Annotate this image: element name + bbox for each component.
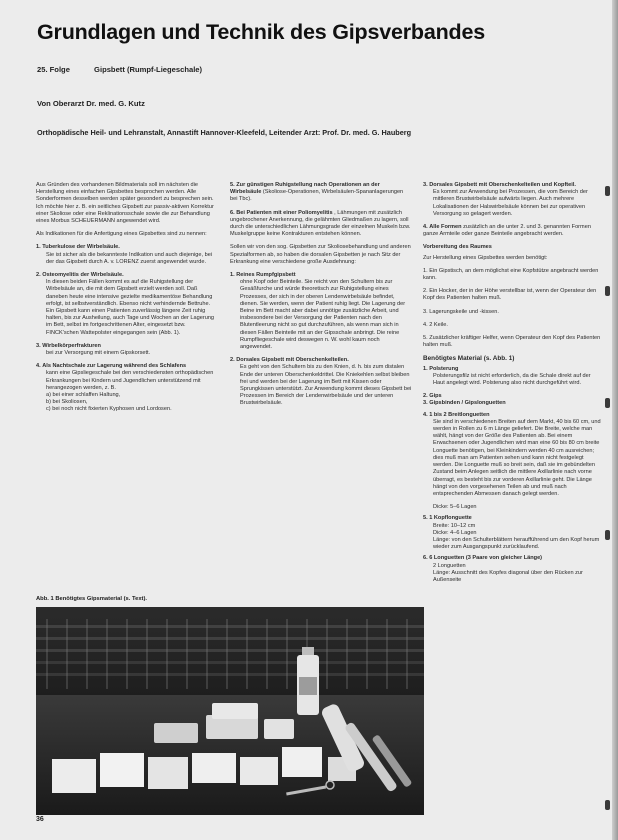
list-item: 5. Zusätzlicher kräftiger Helfer, wenn Operateur den Kopf des Patienten halten muß.	[423, 335, 601, 349]
item-number: 1.	[36, 244, 41, 251]
item-text: Es geht von den Schultern bis zu den Knien, d. h. bis zum distalen Ende der unteren Oberschenkeldrittel. Die Kniekehlen selbst bleiben frei und werden bei der Lagerung im Bett mit Kissen oder Sprungkissen unterstützt. Zur Anwendung kommt dieses Gipsbett bei Prozessen im Bereich der Lendenwirbelsäule und der unteren Brustwirbelsäule.	[240, 364, 412, 407]
item-number: 2.	[36, 272, 41, 279]
margin-mark	[605, 530, 610, 540]
item-heading: Dorsales Gipsbett mit Oberschenkelteilen und Kopfteil.	[429, 182, 576, 188]
figure-photo	[36, 607, 424, 815]
list-item	[230, 357, 412, 407]
column-3	[423, 182, 603, 584]
material-item: 6. 6 Longuetten (3 Paare von gleicher Länge)	[423, 555, 543, 562]
institution-line: Orthopädische Heil- und Lehranstalt, Annastift Hannover-Kleefeld, Leitender Arzt: Prof. Dr. med. G. Hauberg	[37, 128, 412, 137]
list-item: 2. Ein Hocker, der in der Höhe verstellbar ist, wenn der Operateur den Kopf des Patienten halten muß.	[423, 288, 597, 302]
item-heading: Wirbelkörperfrakturen	[42, 342, 101, 349]
item-heading: Tuberkulose der Wirbelsäule.	[42, 244, 120, 251]
item-heading: Osteomyelitis der Wirbelsäule.	[42, 272, 124, 279]
material-text: Sie sind in verschiedenen Breiten auf dem Markt, 40 bis 60 cm, und werden in Rollen zu 6 m Länge geliefert. Die Breite, welche man wählt, hängt von der Größe des Patienten ab. Bei einem Erwachsenen oder Jugendlichen wird man eine 60 bis 80 cm breite Longuette benötigen, bei Kleinkindern werden 40 cm ausreichen; dies muß man am Patienten sehen und kann nicht festgelegt werden. Die Longuette muß so breit sein, daß sie im gebündelten Zustand beim Anlegen seitlich die mittlere Axillarlinie nach vorne überragt, es besteht bis zur vorderen Axillarlinie geht. Die Länge hängt von den vorgesehenen Teilen ab und muß nach entsprechenden Abmessen danach gelegt werden.	[433, 418, 601, 497]
item-number: 6.	[230, 209, 235, 216]
material-item: 4. 1 bis 2 Breitlonguetten	[423, 411, 490, 418]
list-item	[36, 272, 218, 337]
item-number: 1.	[230, 272, 235, 279]
margin-mark	[605, 398, 610, 408]
gips-material-photo	[36, 607, 424, 815]
item-text: kann eine Gipsliegeschale bei den verschiedensten orthopädischen Erkrankungen bei Kindern und Jugendlichen unterstützend mit herangezogen werden, z. B.	[46, 370, 214, 391]
item-text: Es kommt zur Anwendung bei Prozessen, die vom Bereich der mittleren Brustwirbelsäule aufwärts liegen. Auch mehrere Lokalisationen der Halswirbelsäule können bei zur operativen Versorgung so gelagert werden.	[433, 189, 588, 217]
sub-item: c) bei noch nicht fixierten Kyphosen und Lordosen.	[46, 406, 172, 413]
item-heading: Zur günstigen Ruhigstellung nach Operationen an der Wirbelsäule	[230, 182, 380, 196]
material-item: 3. Gipsbinden / Gipslonguetten	[423, 400, 506, 407]
list-item	[230, 272, 412, 351]
series-line	[37, 65, 224, 74]
body-paragraph: Sollen wir von den sog. Gipsbetten zur Skoliosebehandlung und anderen Spezialformen ab, so haben die dorsalen Gipsbetten je nach Sitz der Erkrankung eine verschiedene große Ausdehnung:	[230, 244, 411, 265]
list-item	[230, 182, 412, 204]
material-text: Länge: von den Schulterblättern heraufführend um den Kopf herum wieder zum Ausgangspunkt zurücklaufend.	[433, 536, 600, 551]
item-heading: Alle Formen	[429, 224, 462, 231]
item-text: bei zur Versorgung mit einem Gipskorsett.	[46, 350, 151, 357]
item-text: ohne Kopf oder Beinteile. Sie reicht von den Schultern bis zur Gesäßfurche und würde theoretisch zur Ruhigstellung eines Prozesses, der sich in der oberen Lendenwirbelsäule befindet, dienen. Sie werden, wenn der Patient ruhig liegt. Die Lagerung der Beine im Bett macht aber dabei unnötige zusätzliche Arbeit, und insbesondere bei der Versorgung der Patienten nach den Blutentleerung nicht so gut durchzuführen, als wenn man sich in diesen Fällen Beinteile mit an der Gipsschale anbringt. Die reine Rumpfliegeschale wird deswegen n. W. wohl kaum noch angewendet.	[240, 279, 406, 351]
material-text: Dicke: 5–6 Lagen	[433, 504, 477, 511]
material-text: Breite: 10–12 cm	[433, 522, 476, 529]
item-heading: Als Nachtschale zur Lagerung während des Schlafens	[42, 363, 187, 370]
author-line: Von Oberarzt Dr. med. G. Kutz	[37, 99, 145, 108]
list-item: 1. Ein Gipstisch, an dem möglichst eine Kopfstütze angebracht werden kann.	[423, 267, 599, 282]
section-heading: Vorbereitung des Raumes	[423, 244, 492, 251]
page-number: 36	[36, 816, 44, 823]
intro-paragraph: Aus Gründen des vorhandenen Bildmaterials soll im nächsten die Herstellung eines einfachen Gipsbettes besprochen werden. Alle Sonderformen desselben werden später gesondert zu besprechen sein. Ich möchte hier z. B. ein seitliches Gipsbett zur passiv-aktiven Korrektur einer Skoliose oder eine Reklinationsschale sowie die zur Behandlung eines Morbus SCHEUERMANN angewendet wird.	[36, 182, 214, 225]
list-item	[423, 182, 603, 218]
topic-label: Gipsbett (Rumpf-Liegeschale)	[94, 65, 203, 74]
item-text: , Lähmungen mit zusätzlich ungebrochener Anerkennung, die gelähmten Gliedmaßen zu lagern, soll durch die unterschiedlichen Lähmungsgrade der einzelnen Muskeln bzw. Muskelgruppe keine Kontrakturen entstehen können.	[230, 209, 411, 238]
item-number: 2.	[230, 357, 235, 364]
page-title: Grundlagen und Technik des Gipsverbandes	[37, 20, 485, 44]
material-text: Polsterungsfilz ist nicht erforderlich, da die Schale direkt auf der Haut angelegt wird. Polsterung also nicht durchgeführt wird.	[433, 372, 591, 387]
margin-mark	[605, 286, 610, 296]
item-heading: Dorsales Gipsbett mit Oberschenkelteilen.	[236, 357, 349, 364]
section-heading: Benötigtes Material (s. Abb. 1)	[423, 355, 515, 363]
figure-caption: Abb. 1 Benötigtes Gipsmaterial (s. Text).	[36, 596, 148, 602]
column-2	[230, 182, 412, 414]
item-text: (Skoliose-Operationen, Wirbelsäulen-Spananlagerungen bei Tbc).	[230, 189, 404, 203]
sub-item: b) bei Skoliosen,	[46, 399, 88, 406]
list-item	[230, 210, 412, 239]
list-item	[36, 244, 218, 266]
list-item: 4. 2 Keile.	[423, 321, 448, 328]
item-heading: Bei Patienten mit einer Poliomyelitis	[236, 209, 333, 216]
item-number: 5.	[230, 182, 235, 188]
intro-paragraph-2: Als Indikationen für die Anfertigung eines Gipsbettes sind zu nennen:	[36, 231, 207, 238]
series-label: 25. Folge	[37, 65, 70, 74]
item-number: 4.	[36, 363, 41, 370]
item-heading: Reines Rumpfgipsbett	[236, 272, 296, 279]
list-item	[36, 343, 218, 357]
item-number: 3.	[36, 342, 41, 349]
list-item	[36, 363, 218, 413]
bottle	[297, 647, 319, 715]
column-1	[36, 182, 218, 420]
sub-item: a) bei einer schlaffen Haltung,	[46, 392, 121, 399]
list-item	[423, 224, 603, 238]
material-item: 5. 1 Kopflonguette	[423, 515, 472, 522]
material-text: 2 Longuetten	[433, 562, 466, 569]
margin-mark	[605, 800, 610, 810]
item-number: 3.	[423, 182, 428, 188]
material-text: Länge: Ausschnitt des Kopfes diagonal über den Rücken zur Außenseite	[433, 569, 583, 583]
item-text: Sie ist sicher als die bekannteste Indikation und auch diejenige, bei der das Gipsbett durch A. v. LORENZ zuerst angewendet wurde.	[46, 251, 213, 265]
item-text: zusätzlich an die unter 2. und 3. genannten Formen ganze Armteile oder ganze Beinteile angebracht werden.	[423, 224, 591, 238]
item-number: 4.	[423, 224, 428, 231]
material-text: Dicke: 4–6 Lagen	[433, 529, 477, 536]
section-text: Zur Herstellung eines Gipsbettes werden benötigt:	[423, 254, 548, 261]
margin-mark	[605, 186, 610, 196]
material-item: 2. Gips	[423, 393, 442, 400]
material-item: 1. Polsterung	[423, 365, 459, 372]
item-text: In diesen beiden Fällen kommt es auf die Ruhigstellung der Wirbelsäule an, die mit dem Gipsbett erzielt werden soll. Daß daneben heute eine intensive gezielte medikamentöse Behandlung erfolgt, ist selbstverständlich. Ebenso nicht verhindernde Bettruhe. Ein Gipsbett kann einen Patienten zuverlässig längere Zeit ruhig halten, bis zur Ausheilung, auch Tage und Wochen an der Lagerung im Bett, selbst im fortgeschrittenen Alter, eingesetzt bzw. FINCK'schen Wattepolster eingegangen sein (Abb. 1).	[46, 279, 215, 336]
list-item: 3. Lagerungskeile und -kissen.	[423, 308, 499, 315]
page-binding-edge	[612, 0, 618, 840]
